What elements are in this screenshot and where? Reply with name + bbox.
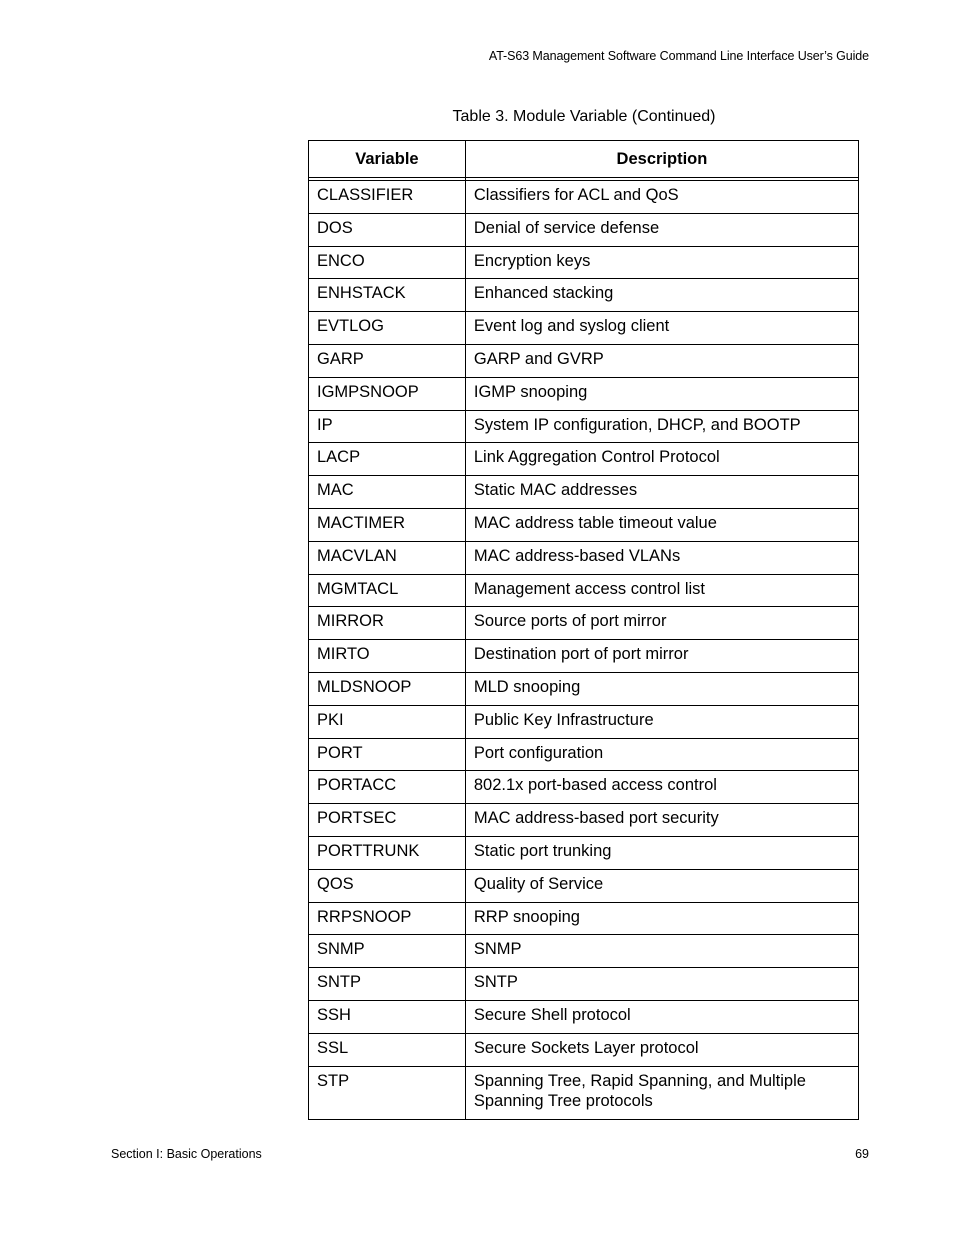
variable-cell: SSH — [309, 1000, 466, 1033]
variable-cell: CLASSIFIER — [309, 181, 466, 214]
description-cell: MAC address-based port security — [465, 804, 858, 837]
table-row — [309, 1000, 859, 1033]
variable-cell: ENHSTACK — [309, 279, 466, 312]
description-cell: 802.1x port-based access control — [465, 771, 858, 804]
running-header: AT-S63 Management Software Command Line Interface User’s Guide — [488, 49, 869, 63]
description-cell: RRP snooping — [465, 902, 858, 935]
description-cell: IGMP snooping — [465, 377, 858, 410]
table-row — [309, 968, 859, 1001]
description-cell: Static port trunking — [465, 836, 858, 869]
description-cell: Port configuration — [465, 738, 858, 771]
table-row — [309, 607, 859, 640]
description-cell: Secure Shell protocol — [465, 1000, 858, 1033]
table-row — [309, 672, 859, 705]
table-row — [309, 312, 859, 345]
column-header-variable: Variable — [309, 141, 466, 178]
description-cell: Static MAC addresses — [465, 476, 858, 509]
description-cell: Management access control list — [465, 574, 858, 607]
table-row — [309, 869, 859, 902]
variable-cell: MACTIMER — [309, 508, 466, 541]
table-row — [309, 902, 859, 935]
table-row — [309, 344, 859, 377]
variable-cell: MACVLAN — [309, 541, 466, 574]
variable-cell: PORT — [309, 738, 466, 771]
description-cell: Encryption keys — [465, 246, 858, 279]
table-row — [309, 771, 859, 804]
description-cell: SNMP — [465, 935, 858, 968]
variable-cell: MGMTACL — [309, 574, 466, 607]
variable-cell: ENCO — [309, 246, 466, 279]
table-row — [309, 935, 859, 968]
variable-cell: MAC — [309, 476, 466, 509]
variable-cell: IP — [309, 410, 466, 443]
variable-cell: SNMP — [309, 935, 466, 968]
variable-cell: MLDSNOOP — [309, 672, 466, 705]
variable-cell: PKI — [309, 705, 466, 738]
description-cell: Public Key Infrastructure — [465, 705, 858, 738]
table-row — [309, 1033, 859, 1066]
table-row — [309, 705, 859, 738]
variable-cell: SSL — [309, 1033, 466, 1066]
variable-cell: DOS — [309, 213, 466, 246]
table-row — [309, 279, 859, 312]
description-cell: MLD snooping — [465, 672, 858, 705]
description-cell: Quality of Service — [465, 869, 858, 902]
column-header-description: Description — [465, 141, 858, 178]
variable-cell: GARP — [309, 344, 466, 377]
table-row — [309, 541, 859, 574]
variable-cell: PORTSEC — [309, 804, 466, 837]
description-cell: Enhanced stacking — [465, 279, 858, 312]
variable-cell: EVTLOG — [309, 312, 466, 345]
table-row — [309, 213, 859, 246]
description-cell: Denial of service defense — [465, 213, 858, 246]
variable-cell: LACP — [309, 443, 466, 476]
footer-section: Section I: Basic Operations — [111, 1147, 262, 1161]
table-row — [309, 181, 859, 214]
description-cell: Secure Sockets Layer protocol — [465, 1033, 858, 1066]
table-header-row — [309, 141, 859, 178]
table-row — [309, 804, 859, 837]
variable-cell: PORTTRUNK — [309, 836, 466, 869]
table-row — [309, 476, 859, 509]
table-row — [309, 738, 859, 771]
description-cell: SNTP — [465, 968, 858, 1001]
module-variable-table — [308, 140, 859, 1120]
table-row — [309, 377, 859, 410]
variable-cell: SNTP — [309, 968, 466, 1001]
table-row — [309, 1066, 859, 1119]
description-cell: MAC address-based VLANs — [465, 541, 858, 574]
variable-cell: RRPSNOOP — [309, 902, 466, 935]
variable-cell: MIRTO — [309, 640, 466, 673]
description-cell: Event log and syslog client — [465, 312, 858, 345]
description-cell: Destination port of port mirror — [465, 640, 858, 673]
table-row — [309, 836, 859, 869]
table-row — [309, 574, 859, 607]
variable-cell: PORTACC — [309, 771, 466, 804]
table-row — [309, 640, 859, 673]
table-body — [309, 181, 859, 1120]
description-cell: Spanning Tree, Rapid Spanning, and Multiple Spanning Tree protocols — [465, 1066, 858, 1119]
description-cell: Link Aggregation Control Protocol — [465, 443, 858, 476]
description-cell: GARP and GVRP — [465, 344, 858, 377]
table-caption: Table 3. Module Variable (Continued) — [452, 108, 716, 125]
table-row — [309, 246, 859, 279]
variable-cell: QOS — [309, 869, 466, 902]
table-row — [309, 508, 859, 541]
table-row — [309, 410, 859, 443]
variable-cell: MIRROR — [309, 607, 466, 640]
description-cell: Classifiers for ACL and QoS — [465, 181, 858, 214]
footer-page-number: 69 — [855, 1147, 869, 1161]
variable-cell: IGMPSNOOP — [309, 377, 466, 410]
description-cell: System IP configuration, DHCP, and BOOTP — [465, 410, 858, 443]
table-row — [309, 443, 859, 476]
description-cell: Source ports of port mirror — [465, 607, 858, 640]
description-cell: MAC address table timeout value — [465, 508, 858, 541]
variable-cell: STP — [309, 1066, 466, 1119]
